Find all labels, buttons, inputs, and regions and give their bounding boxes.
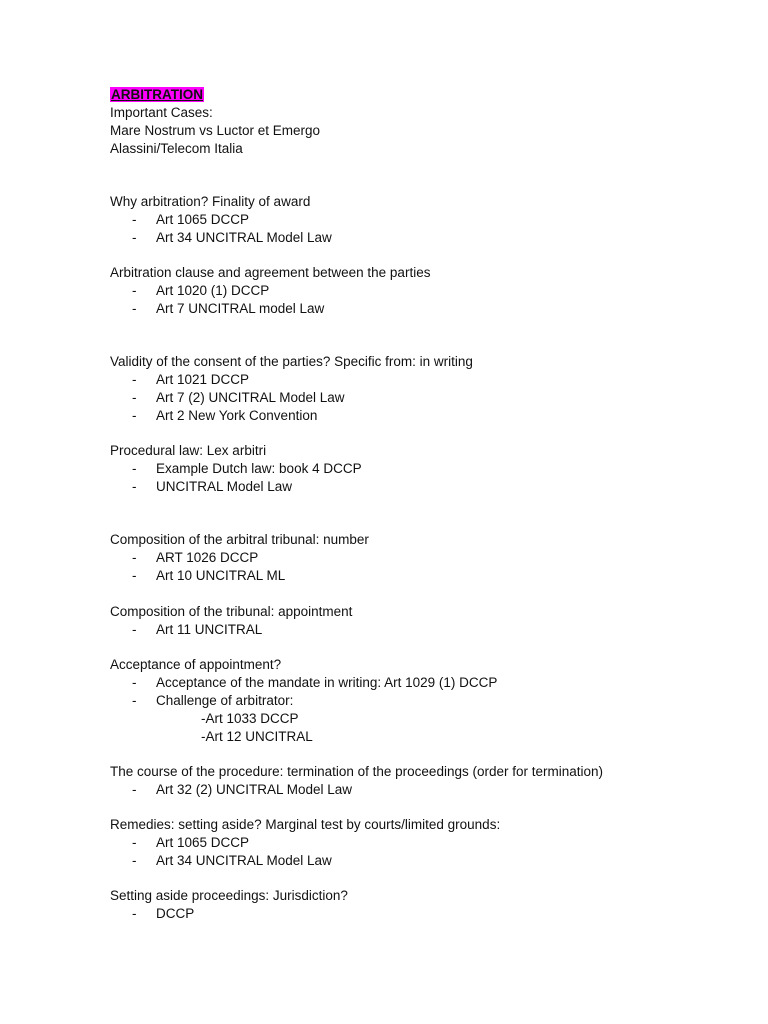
case-item: Alassini/Telecom Italia (110, 141, 243, 156)
list-item: Art 32 (2) UNCITRAL Model Law (156, 782, 353, 797)
sub-list-item: -Art 12 UNCITRAL (201, 729, 313, 744)
bullet-dash: - (132, 782, 137, 797)
bullet-dash: - (132, 283, 137, 298)
list-item: DCCP (156, 906, 195, 921)
section-heading: Composition of the arbitral tribunal: number (110, 532, 369, 547)
list-item: Art 1021 DCCP (156, 372, 250, 387)
bullet-dash: - (132, 693, 137, 708)
sub-list-item: -Art 1033 DCCP (201, 711, 299, 726)
cases-heading: Important Cases: (110, 105, 213, 120)
bullet-dash: - (132, 461, 137, 476)
bullet-dash: - (132, 675, 137, 690)
bullet-dash: - (132, 372, 137, 387)
document-title-line (110, 87, 204, 103)
list-item: Example Dutch law: book 4 DCCP (156, 461, 362, 476)
document-title: ARBITRATION (111, 87, 203, 102)
list-item: Art 34 UNCITRAL Model Law (156, 230, 332, 245)
section-heading: The course of the procedure: termination of the proceedings (order for termination) (110, 764, 604, 779)
section-heading: Validity of the consent of the parties? Specific from: in writing (110, 354, 473, 369)
list-item: Art 2 New York Convention (156, 408, 318, 423)
bullet-dash: - (132, 550, 137, 565)
bullet-dash: - (132, 390, 137, 405)
list-item: Art 34 UNCITRAL Model Law (156, 853, 332, 868)
list-item: Art 1065 DCCP (156, 835, 250, 850)
list-item: ART 1026 DCCP (156, 550, 259, 565)
bullet-dash: - (132, 212, 137, 227)
section-heading: Why arbitration? Finality of award (110, 194, 311, 209)
section-heading: Setting aside proceedings: Jurisdiction? (110, 888, 348, 903)
list-item: Art 1065 DCCP (156, 212, 250, 227)
list-item: Art 7 (2) UNCITRAL Model Law (156, 390, 345, 405)
bullet-dash: - (132, 301, 137, 316)
bullet-dash: - (132, 230, 137, 245)
list-item: Art 10 UNCITRAL ML (156, 568, 286, 583)
section-heading: Procedural law: Lex arbitri (110, 443, 267, 458)
bullet-dash: - (132, 906, 137, 921)
section-heading: Acceptance of appointment? (110, 657, 282, 672)
bullet-dash: - (132, 408, 137, 423)
case-item: Mare Nostrum vs Luctor et Emergo (110, 123, 321, 138)
list-item: Art 7 UNCITRAL model Law (156, 301, 325, 316)
list-item: Art 1020 (1) DCCP (156, 283, 270, 298)
bullet-dash: - (132, 835, 137, 850)
list-item: Challenge of arbitrator: (156, 693, 294, 708)
bullet-dash: - (132, 568, 137, 583)
list-item: UNCITRAL Model Law (156, 479, 293, 494)
list-item: Art 11 UNCITRAL (156, 622, 263, 637)
bullet-dash: - (132, 853, 137, 868)
bullet-dash: - (132, 479, 137, 494)
section-heading: Arbitration clause and agreement between the parties (110, 265, 431, 280)
section-heading: Composition of the tribunal: appointment (110, 604, 353, 619)
list-item: Acceptance of the mandate in writing: Art 1029 (1) DCCP (156, 675, 498, 690)
section-heading: Remedies: setting aside? Marginal test by courts/limited grounds: (110, 817, 501, 832)
bullet-dash: - (132, 622, 137, 637)
